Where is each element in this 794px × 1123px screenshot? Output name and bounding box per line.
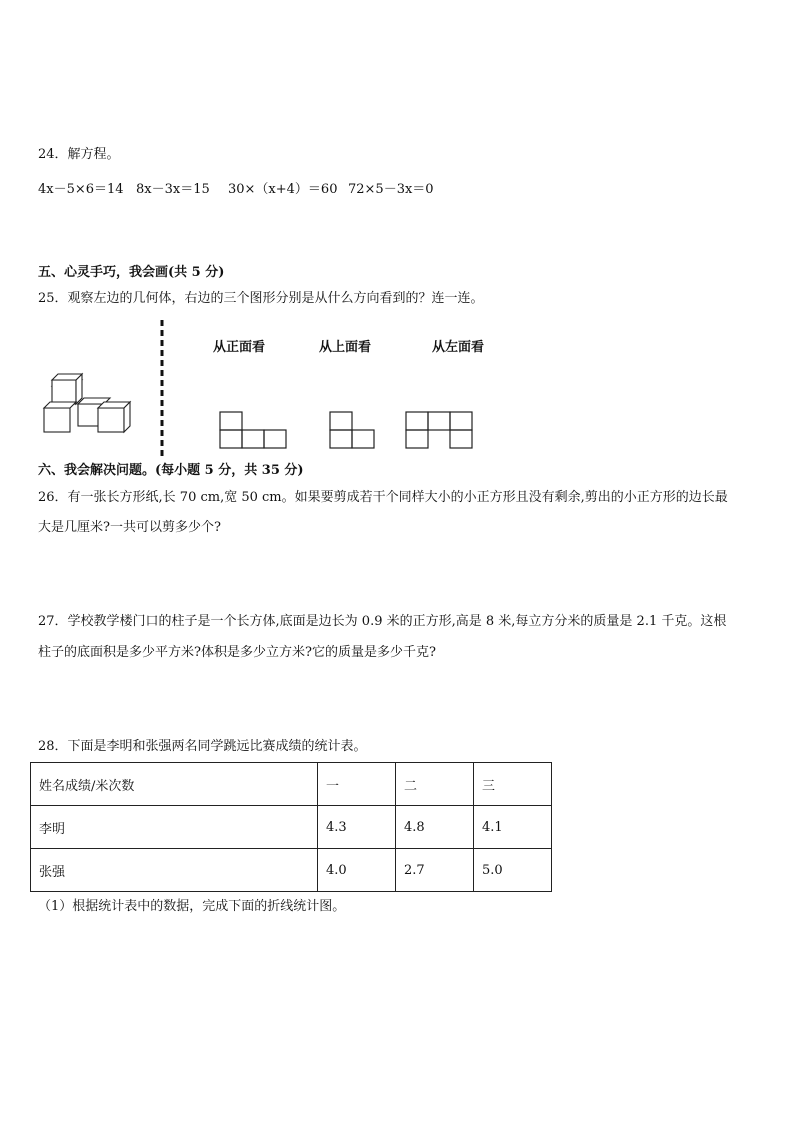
table-cell: 4.1 [474, 806, 552, 849]
table-row [31, 806, 552, 849]
table-cell: 张强 [31, 849, 318, 892]
q28-sub-1: （1）根据统计表中的数据，完成下面的折线统计图。 [38, 899, 346, 914]
view-shape-1 [219, 411, 289, 451]
score-table [30, 762, 552, 892]
table-header-cell: 三 [474, 763, 552, 806]
q28-title: 28．下面是李明和张强两名同学跳远比赛成绩的统计表。 [38, 739, 367, 754]
q25-title: 25．观察左边的几何体，右边的三个图形分别是从什么方向看到的？连一连。 [38, 291, 484, 306]
view-label-front: 从正面看 [213, 340, 266, 355]
equation-2: 8x－3x＝15 [136, 182, 210, 197]
table-cell: 2.7 [396, 849, 474, 892]
table-row [31, 849, 552, 892]
equation-4: 72×5－3x＝0 [348, 182, 434, 197]
cube-solid-figure [40, 372, 144, 436]
view-shape-3 [405, 411, 475, 451]
table-header-row [31, 763, 552, 806]
dashed-divider [159, 320, 165, 460]
table-header-cell: 姓名成绩/米次数 [31, 763, 318, 806]
table-cell: 5.0 [474, 849, 552, 892]
q24-title: 24．解方程。 [38, 147, 120, 162]
table-cell: 4.0 [318, 849, 396, 892]
view-label-left: 从左面看 [432, 340, 485, 355]
table-header-cell: 一 [318, 763, 396, 806]
table-cell: 李明 [31, 806, 318, 849]
q26-line-2: 大是几厘米?一共可以剪多少个? [38, 520, 221, 535]
section-6-title: 六、我会解决问题。(每小题 5 分，共 35 分) [38, 463, 304, 478]
q26-line-1: 26．有一张长方形纸,长 70 cm,宽 50 cm。如果要剪成若干个同样大小的小正方形且没有剩余,剪出的小正方形的边长最 [38, 490, 728, 505]
section-5-title: 五、心灵手巧，我会画(共 5 分) [38, 265, 225, 280]
table-cell: 4.3 [318, 806, 396, 849]
view-shape-2 [329, 411, 377, 451]
table-header-cell: 二 [396, 763, 474, 806]
q27-line-1: 27．学校教学楼门口的柱子是一个长方体,底面是边长为 0.9 米的正方形,高是 8 米,每立方分米的质量是 2.1 千克。这根 [38, 614, 727, 629]
table-cell: 4.8 [396, 806, 474, 849]
view-label-top: 从上面看 [319, 340, 372, 355]
q27-line-2: 柱子的底面积是多少平方米?体积是多少立方米?它的质量是多少千克? [38, 645, 436, 660]
equation-1: 4x－5×6＝14 [38, 182, 124, 197]
equation-3: 30×（x+4）＝60 [228, 182, 338, 197]
